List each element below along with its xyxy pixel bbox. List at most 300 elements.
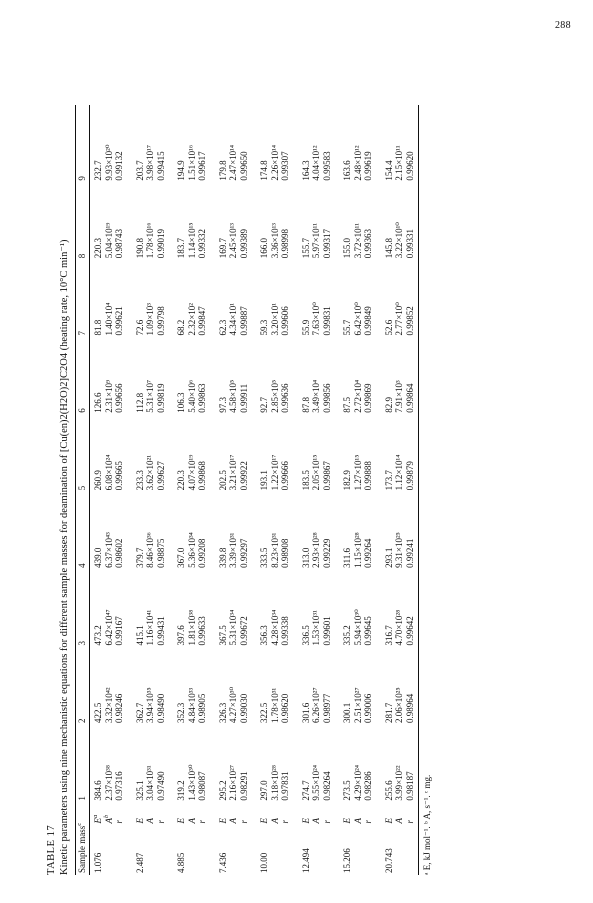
value-cell: 415.1 — [134, 625, 145, 646]
sample-mass-cell: 2.487 — [134, 852, 145, 873]
value-cell: 106.3 — [176, 392, 186, 413]
value-cell: 8.23×10³¹ — [269, 532, 280, 568]
value-cell: 0.98977 — [321, 693, 332, 724]
value-cell: 0.99019 — [155, 229, 166, 259]
value-cell: 5.40×10⁶ — [186, 379, 197, 413]
parameter-symbol: E — [300, 817, 311, 824]
sample-mass-cell — [394, 825, 405, 875]
parameter-symbol: r — [197, 819, 207, 824]
sample-mass-cell — [228, 825, 239, 875]
value-cell: 179.8 — [217, 160, 228, 181]
value-cell: 335.2 — [342, 625, 352, 646]
parameter-symbol-cell — [104, 803, 115, 826]
value-cell: 325.1 — [134, 780, 145, 801]
value-cell: 0.99583 — [321, 151, 332, 181]
sample-mass-header — [76, 803, 90, 875]
table-body — [90, 105, 419, 875]
value-cell: 145.8 — [383, 238, 394, 259]
value-cell: 7.63×10⁰ — [311, 302, 321, 336]
value-cell: 193.1 — [259, 470, 269, 491]
column-header: 2 — [76, 647, 90, 725]
table-row — [145, 105, 156, 875]
table-row — [104, 105, 115, 875]
value-cell: 3.36×10¹³ — [269, 223, 280, 259]
value-cell: 1.40×10⁴ — [103, 302, 114, 336]
value-cell: 169.7 — [217, 238, 228, 259]
parameter-symbol-cell — [322, 803, 333, 826]
sample-mass-cell: 15.206 — [342, 848, 352, 873]
value-cell: 92.7 — [259, 397, 269, 413]
value-cell: 0.99672 — [238, 616, 249, 646]
value-cell: 0.97490 — [155, 771, 166, 801]
value-cell: 2.26×10¹⁴ — [269, 144, 280, 181]
value-cell: 0.99665 — [114, 461, 124, 491]
sample-mass-cell — [104, 825, 115, 875]
value-cell: 220.3 — [93, 238, 103, 259]
value-cell: 3.18×10²⁸ — [269, 764, 280, 801]
value-cell: 0.99167 — [114, 616, 124, 646]
value-cell: 0.98602 — [114, 538, 124, 568]
value-cell: 82.9 — [383, 397, 394, 413]
value-cell: 164.3 — [300, 160, 311, 181]
value-cell: 2.47×10¹⁴ — [228, 144, 238, 181]
value-cell: 2.48×10¹² — [352, 145, 363, 181]
value-cell: 0.98908 — [280, 538, 290, 568]
value-cell: 6.26×10²⁷ — [311, 687, 321, 724]
sample-mass-cell — [311, 825, 322, 875]
value-cell: 0.99868 — [197, 461, 207, 491]
value-cell: 1.22×10¹⁷ — [269, 454, 280, 491]
sample-mass-cell — [322, 825, 333, 875]
table-row — [114, 105, 125, 875]
value-cell: 293.1 — [383, 547, 394, 568]
value-cell: 72.6 — [134, 319, 145, 336]
table-row — [187, 105, 198, 875]
value-cell: 68.2 — [176, 319, 186, 336]
parameter-symbol: r — [280, 819, 290, 824]
sample-mass-cell — [197, 825, 208, 875]
value-cell: 155.7 — [300, 238, 311, 259]
parameter-symbol-cell — [353, 803, 364, 826]
table-header-row — [76, 105, 90, 875]
value-cell: 0.99666 — [280, 461, 290, 491]
sample-mass-cell: 10.00 — [259, 852, 269, 873]
value-cell: 220.3 — [176, 470, 186, 491]
value-cell: 0.99229 — [321, 538, 332, 568]
value-cell: 362.7 — [134, 702, 145, 724]
value-cell: 326.3 — [217, 702, 228, 724]
value-cell: 0.99338 — [280, 616, 290, 646]
value-cell: 3.62×10²¹ — [145, 455, 155, 491]
parameter-symbol-cell — [208, 803, 229, 826]
value-cell: 8.46×10³⁶ — [145, 532, 155, 568]
parameter-symbol-cell — [249, 803, 270, 826]
value-cell: 0.99887 — [238, 306, 249, 336]
value-cell: 1.14×10¹⁵ — [186, 222, 197, 259]
value-cell: 0.98264 — [321, 771, 332, 801]
value-cell: 0.99856 — [321, 383, 332, 413]
sample-mass-cell: 12.494 — [300, 848, 311, 873]
value-cell: 0.97316 — [114, 771, 124, 801]
value-cell: 0.98286 — [363, 771, 373, 801]
value-cell: 3.98×10¹⁷ — [145, 144, 155, 181]
value-cell: 0.99331 — [405, 183, 419, 261]
value-cell: 173.7 — [383, 470, 394, 491]
value-cell: 311.6 — [342, 547, 352, 568]
value-cell: 2.06×10²⁵ — [394, 687, 404, 724]
table-footnote: ᵃ E, kJ mol⁻¹. ᵇ A, s⁻¹. ᶜ mg. — [422, 774, 432, 875]
value-cell: 62.3 — [217, 319, 228, 336]
parameter-symbol: A — [103, 817, 114, 824]
parameter-symbol-cell — [166, 803, 187, 826]
value-cell: 3.94×10³⁵ — [145, 687, 155, 724]
value-cell: 0.99030 — [238, 693, 249, 724]
value-cell: 2.77×10⁰ — [394, 302, 404, 336]
value-cell: 1.27×10¹⁵ — [352, 454, 363, 491]
parameter-footnote-mark: b — [102, 814, 110, 818]
value-cell: 87.5 — [342, 397, 352, 413]
value-cell: 4.84×10³³ — [186, 687, 197, 724]
value-cell: 3.39×10³¹ — [228, 532, 238, 568]
value-cell: 2.32×10² — [186, 303, 197, 336]
value-cell: 473.2 — [93, 625, 103, 646]
value-cell: 4.34×10¹ — [228, 303, 238, 336]
table-row — [322, 105, 333, 875]
value-cell: 1.09×10³ — [145, 303, 155, 336]
value-cell: 0.99650 — [238, 151, 249, 181]
parameter-symbol: r — [363, 819, 373, 824]
value-cell: 52.6 — [383, 319, 394, 336]
value-cell: 1.81×10³⁸ — [186, 609, 197, 646]
value-cell: 0.98291 — [238, 771, 249, 801]
value-cell: 2.15×10¹¹ — [394, 145, 404, 181]
column-header: 1 — [76, 725, 90, 803]
value-cell: 297.0 — [259, 780, 269, 801]
value-cell: 0.99363 — [363, 229, 373, 259]
table-row — [239, 105, 250, 875]
value-cell: 0.98743 — [114, 229, 124, 259]
value-cell: 126.6 — [93, 392, 103, 413]
value-cell: 183.7 — [176, 238, 186, 259]
value-cell: 155.0 — [342, 238, 352, 259]
table-row — [405, 105, 419, 875]
table-row — [166, 105, 187, 875]
value-cell: 5.36×10³⁴ — [186, 532, 197, 568]
value-cell: 3.21×10¹⁷ — [228, 454, 238, 491]
parameter-symbol-cell — [239, 803, 250, 826]
value-cell: 0.98087 — [197, 771, 207, 801]
sample-mass-cell: 1.076 — [93, 852, 103, 873]
parameter-symbol: r — [155, 819, 166, 824]
value-cell: 300.1 — [342, 702, 352, 724]
value-cell: 4.28×10³⁴ — [269, 609, 280, 646]
table-row — [90, 105, 104, 875]
table-row — [270, 105, 281, 875]
parameter-symbol-cell — [374, 803, 395, 826]
value-cell: 273.5 — [342, 780, 352, 801]
table-row — [125, 105, 146, 875]
value-cell: 1.12×10¹⁴ — [394, 454, 404, 491]
value-cell: 232.7 — [93, 160, 103, 181]
table-row — [353, 105, 364, 875]
value-cell: 203.7 — [134, 160, 145, 181]
parameter-symbol-cell — [90, 803, 104, 826]
parameter-symbol-cell — [114, 803, 125, 826]
parameter-symbol-cell — [156, 803, 167, 826]
value-cell: 255.6 — [383, 780, 394, 801]
value-cell: 0.99006 — [363, 693, 373, 724]
value-cell: 0.99317 — [321, 229, 332, 259]
table-caption: Kinetic parameters using nine mechanistic equations for different sample masses for deamination of [Cu(en)2(H2O)2]C2O4 (heating rate, 10°C min⁻¹) — [59, 239, 70, 875]
sample-mass-cell — [145, 825, 156, 875]
value-cell: 0.99879 — [405, 415, 419, 493]
sample-mass-cell — [270, 825, 281, 875]
parameter-symbol-cell — [145, 803, 156, 826]
value-cell: 397.6 — [176, 625, 186, 646]
table-row — [363, 105, 374, 875]
parameter-symbol: E — [134, 817, 145, 824]
table-row — [311, 105, 322, 875]
value-cell: 55.7 — [342, 319, 352, 336]
value-cell: 5.04×10¹⁹ — [103, 222, 114, 259]
value-cell: 0.99656 — [114, 383, 124, 413]
sample-mass-cell — [187, 825, 198, 875]
value-cell: 0.99863 — [197, 383, 207, 413]
value-cell: 379.7 — [134, 547, 145, 568]
value-cell: 0.98875 — [155, 538, 166, 568]
value-cell: 4.29×10²⁴ — [352, 764, 363, 801]
value-cell: 59.3 — [259, 319, 269, 336]
value-cell: 6.42×10⁰ — [352, 302, 363, 336]
value-cell: 0.99307 — [280, 151, 290, 181]
value-cell: 260.9 — [93, 470, 103, 491]
value-cell: 0.98998 — [280, 229, 290, 259]
value-cell: 0.99619 — [363, 151, 373, 181]
sample-mass-cell — [353, 825, 364, 875]
value-cell: 352.3 — [176, 702, 186, 724]
table-row — [156, 105, 167, 875]
value-cell: 2.85×10⁵ — [269, 379, 280, 413]
value-cell: 3.22×10¹⁰ — [394, 222, 404, 259]
value-cell: 183.5 — [300, 470, 311, 491]
column-header: 9 — [76, 105, 90, 183]
parameter-symbol: r — [238, 819, 249, 824]
value-cell: 87.8 — [300, 397, 311, 413]
value-cell: 0.98905 — [197, 693, 207, 724]
value-cell: 0.99620 — [405, 105, 419, 183]
value-cell: 301.6 — [300, 702, 311, 724]
value-cell: 3.20×10¹ — [269, 303, 280, 336]
value-cell: 6.37×10⁴³ — [103, 532, 114, 568]
value-cell: 4.04×10¹² — [311, 145, 321, 181]
value-cell: 154.4 — [383, 160, 394, 181]
sample-mass-header-text: Sample mass — [77, 825, 87, 873]
parameter-symbol: r — [404, 819, 415, 824]
value-cell: 9.55×10²⁴ — [311, 764, 321, 801]
value-cell: 367.5 — [217, 625, 228, 646]
value-cell: 281.7 — [383, 702, 394, 724]
value-cell: 0.99601 — [321, 616, 332, 646]
value-cell: 0.99922 — [238, 461, 249, 491]
value-cell: 55.9 — [300, 319, 311, 336]
value-cell: 0.99617 — [197, 151, 207, 181]
value-cell: 367.0 — [176, 547, 186, 568]
value-cell: 7.91×10³ — [394, 380, 404, 413]
value-cell: 0.99867 — [321, 461, 332, 491]
value-cell: 384.6 — [93, 780, 103, 801]
sample-mass-cell — [405, 825, 419, 875]
value-cell: 5.31×10⁷ — [145, 379, 155, 413]
value-cell: 0.99621 — [114, 306, 124, 336]
value-cell: 4.70×10²⁸ — [394, 609, 404, 646]
value-cell: 1.51×10¹⁶ — [186, 144, 197, 181]
value-cell: 322.5 — [259, 702, 269, 724]
value-cell: 2.93×10²⁸ — [311, 532, 321, 568]
parameter-symbol: E — [217, 817, 228, 824]
value-cell: 0.99852 — [405, 260, 419, 337]
value-cell: 0.99415 — [155, 151, 166, 181]
table-row — [332, 105, 353, 875]
value-cell: 3.04×10³¹ — [145, 765, 155, 801]
table-row — [208, 105, 229, 875]
sample-mass-cell — [363, 825, 374, 875]
value-cell: 0.99819 — [155, 383, 166, 413]
value-cell: 0.99864 — [405, 338, 419, 415]
value-cell: 5.94×10³⁰ — [352, 609, 363, 646]
value-cell: 166.0 — [259, 238, 269, 259]
column-header: 7 — [76, 260, 90, 337]
value-cell: 0.99911 — [238, 383, 249, 413]
value-cell: 1.53×10³¹ — [311, 610, 321, 646]
table-row — [374, 105, 395, 875]
parameter-symbol-cell — [270, 803, 281, 826]
value-cell: 1.16×10⁴¹ — [145, 609, 155, 646]
value-cell: 0.99847 — [197, 306, 207, 336]
value-cell: 0.99431 — [155, 616, 166, 646]
value-cell: 163.6 — [342, 160, 352, 181]
value-cell: 233.3 — [134, 470, 145, 491]
parameter-symbol: A — [228, 817, 238, 824]
value-cell: 439.0 — [93, 547, 103, 568]
sample-mass-cell: 7.436 — [217, 852, 228, 873]
sample-mass-footnote-mark: c — [76, 822, 83, 826]
value-cell: 6.42×10⁴⁷ — [103, 609, 114, 646]
value-cell: 0.99831 — [321, 306, 332, 336]
parameter-symbol: A — [394, 817, 404, 824]
value-cell: 2.72×10⁴ — [352, 379, 363, 413]
table-row — [228, 105, 239, 875]
value-cell: 0.99798 — [155, 306, 166, 336]
value-cell: 0.99208 — [197, 538, 207, 568]
column-header: 6 — [76, 338, 90, 415]
parameter-symbol: A — [352, 817, 363, 824]
value-cell: 333.5 — [259, 547, 269, 568]
value-cell: 6.08×10²⁴ — [103, 454, 114, 491]
value-cell: 2.31×10⁹ — [103, 379, 114, 413]
parameter-symbol: r — [321, 819, 332, 824]
table-row — [280, 105, 291, 875]
value-cell: 0.98620 — [280, 693, 290, 724]
sample-mass-cell: 20.743 — [383, 848, 394, 873]
value-cell: 339.8 — [217, 547, 228, 568]
value-cell: 313.0 — [300, 547, 311, 568]
value-cell: 356.3 — [259, 625, 269, 646]
parameter-symbol-cell — [405, 803, 419, 826]
parameter-symbol: E — [176, 817, 186, 824]
sample-mass-cell — [239, 825, 250, 875]
value-cell: 0.99606 — [280, 306, 290, 336]
value-cell: 0.97831 — [280, 771, 290, 801]
value-cell: 2.45×10¹³ — [228, 223, 238, 259]
value-cell: 319.2 — [176, 780, 186, 801]
parameter-symbol-cell — [311, 803, 322, 826]
value-cell: 2.51×10²⁷ — [352, 687, 363, 724]
value-cell: 112.8 — [134, 392, 145, 413]
column-header: 5 — [76, 415, 90, 493]
sample-mass-cell — [280, 825, 291, 875]
value-cell: 190.8 — [134, 238, 145, 259]
table-row — [291, 105, 312, 875]
value-cell: 0.99645 — [363, 616, 373, 646]
parameter-symbol-cell — [187, 803, 198, 826]
parameter-symbol-cell — [363, 803, 374, 826]
value-cell: 0.99389 — [238, 229, 249, 259]
value-cell: 5.31×10³⁴ — [228, 609, 238, 646]
parameter-symbol-cell — [291, 803, 312, 826]
value-cell: 0.99241 — [405, 492, 419, 570]
parameter-symbol: r — [114, 819, 124, 824]
value-cell: 182.9 — [342, 470, 352, 491]
value-cell: 9.93×10²⁰ — [103, 144, 114, 181]
value-cell: 0.98187 — [405, 725, 419, 803]
value-cell: 4.07×10¹⁹ — [186, 454, 197, 491]
table-row — [394, 105, 405, 875]
value-cell: 81.8 — [93, 319, 103, 336]
value-cell: 194.9 — [176, 160, 186, 181]
parameter-symbol: E — [383, 817, 394, 824]
parameter-symbol: A — [186, 817, 197, 824]
value-cell: 0.99869 — [363, 383, 373, 413]
sample-mass-cell — [156, 825, 167, 875]
value-cell: 1.43×10³⁰ — [186, 764, 197, 801]
value-cell: 3.72×10¹¹ — [352, 223, 363, 259]
value-cell: 0.99849 — [363, 306, 373, 336]
value-cell: 3.49×10⁴ — [311, 379, 321, 413]
value-cell: 2.05×10¹⁵ — [311, 454, 321, 491]
parameter-symbol: E — [93, 817, 103, 824]
value-cell: 316.7 — [383, 625, 394, 646]
parameter-symbol-cell — [280, 803, 291, 826]
value-cell: 0.99332 — [197, 229, 207, 259]
parameter-symbol-cell — [332, 803, 353, 826]
value-cell: 295.2 — [217, 780, 228, 801]
table-row — [197, 105, 208, 875]
value-cell: 0.99642 — [405, 570, 419, 648]
kinetic-parameters-table — [75, 105, 419, 875]
table-row — [249, 105, 270, 875]
value-cell: 0.99627 — [155, 461, 166, 491]
column-header: 3 — [76, 570, 90, 648]
value-cell: 0.98964 — [405, 647, 419, 725]
value-cell: 0.99636 — [280, 383, 290, 413]
value-cell: 0.98246 — [114, 693, 124, 724]
parameter-symbol: A — [145, 817, 155, 824]
value-cell: 336.5 — [300, 625, 311, 646]
table-label: TABLE 17 — [46, 824, 57, 875]
sample-mass-cell — [114, 825, 125, 875]
parameter-footnote-mark: a — [92, 814, 99, 818]
parameter-symbol: E — [342, 817, 352, 824]
